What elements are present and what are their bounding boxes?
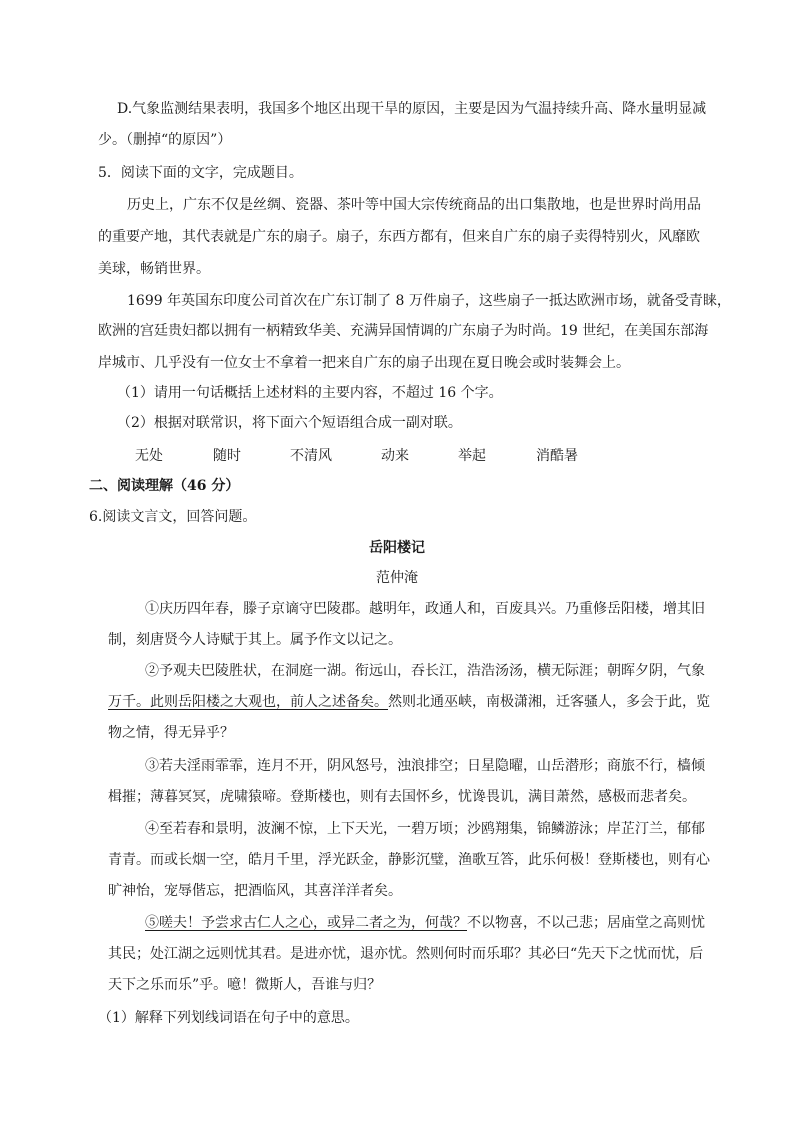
- essay-para2-line1: ②予观夫巴陵胜状，在洞庭一湖。衔远山，吞长江，浩浩汤汤，横无际涯；朝晖夕阴，气象: [145, 663, 705, 679]
- essay-para3-line2: 楫摧；薄暮冥冥，虎啸猿啼。登斯楼也，则有去国怀乡，忧谗畏讥，满目萧然，感极而悲者矣。: [108, 789, 696, 805]
- q5-para2-line2: 欧洲的宫廷贵妇都以拥有一柄精致华美、充满异国情调的广东扇子为时尚。19 世纪，在美国东部海: [98, 323, 709, 339]
- essay-para5-line3: 天下之乐而乐”乎。噫！微斯人，吾谁与归？: [108, 977, 382, 993]
- q4-option-d-line1: D.气象监测结果表明，我国多个地区出现干旱的原因，主要是因为气温持续升高、降水量明显减: [117, 101, 707, 117]
- couplet-phrases: [0, 445, 794, 465]
- phrase-item: 动来: [381, 448, 409, 464]
- essay-text: 不以物喜，不以己悲；居庙堂之高则忧: [467, 915, 705, 931]
- q5-para1-line3: 美球，畅销世界。: [98, 261, 210, 277]
- essay-para4-line2: 青青。而或长烟一空，皓月千里，浮光跃金，静影沉璧，渔歌互答，此乐何极！登斯楼也，则有心: [108, 852, 710, 868]
- essay-title: 岳阳楼记: [369, 540, 425, 556]
- essay-para1-line1: ①庆历四年春，滕子京谪守巴陵郡。越明年，政通人和，百废具兴。乃重修岳阳楼，增其旧: [145, 601, 705, 617]
- phrase-item: 举起: [458, 448, 486, 464]
- q4-option-d-line2: 少。（删掉“的原因”）: [98, 132, 232, 148]
- q6-title: 6.阅读文言文，回答问题。: [89, 509, 257, 525]
- section-2-heading: 二、阅读理解（46 分）: [89, 478, 240, 494]
- q5-para2-line1: 1699 年英国东印度公司首次在广东订制了 8 万件扇子，这些扇子一抵达欧洲市场，就备受青睐，: [127, 293, 731, 309]
- underlined-sentence: 万千。此则岳阳楼之大观也，前人之述备矣。: [108, 694, 388, 710]
- q5-para1-line2: 的重要产地，其代表就是广东的扇子。扇子，东西方都有，但来自广东的扇子卖得特别火，风靡欧: [98, 229, 700, 245]
- essay-para5-line1: [145, 913, 705, 933]
- essay-author: 范仲淹: [376, 570, 418, 586]
- q6-sub-question-1: （1）解释下列划线词语在句子中的意思。: [98, 1010, 359, 1026]
- essay-para2-line2: [108, 692, 710, 712]
- essay-text: 然则北通巫峡，南极潇湘，迁客骚人，多会于此，览: [388, 694, 710, 710]
- q5-sub-question-2: （2）根据对联常识，将下面六个短语组合成一副对联。: [117, 415, 462, 431]
- q5-sub-question-1: （1）请用一句话概括上述材料的主要内容，不超过 16 个字。: [117, 385, 503, 401]
- q5-para2-line3: 岸城市、几乎没有一位女士不拿着一把来自广东的扇子出现在夏日晚会或时装舞会上。: [98, 355, 630, 371]
- essay-para1-line2: 制，刻唐贤今人诗赋于其上。属予作文以记之。: [108, 632, 402, 648]
- phrase-item: 不清风: [290, 448, 332, 464]
- phrase-item: 无处: [135, 448, 163, 464]
- essay-para2-line3: 物之情，得无异乎？: [108, 725, 234, 741]
- essay-para4-line3: 旷神怡，宠辱偕忘，把酒临风，其喜洋洋者矣。: [108, 883, 402, 899]
- q5-para1-line1: 历史上，广东不仅是丝绸、瓷器、茶叶等中国大宗传统商品的出口集散地，也是世界时尚用品: [127, 197, 701, 213]
- q5-title: 5．阅读下面的文字，完成题目。: [98, 165, 303, 181]
- underlined-sentence: ⑤嗟夫！予尝求古仁人之心，或异二者之为，何哉？: [145, 915, 467, 931]
- phrase-item: 消酷暑: [536, 448, 578, 464]
- essay-para5-line2: 其民；处江湖之远则忧其君。是进亦忧，退亦忧。然则何时而乐耶？其必曰“先天下之忧而忧，后: [108, 946, 704, 962]
- essay-para3-line1: ③若夫淫雨霏霏，连月不开，阴风怒号，浊浪排空；日星隐曜，山岳潜形；商旅不行，樯倾: [145, 758, 705, 774]
- essay-para4-line1: ④至若春和景明，波澜不惊，上下天光，一碧万顷；沙鸥翔集，锦鳞游泳；岸芷汀兰，郁郁: [145, 821, 705, 837]
- phrase-item: 随时: [213, 448, 241, 464]
